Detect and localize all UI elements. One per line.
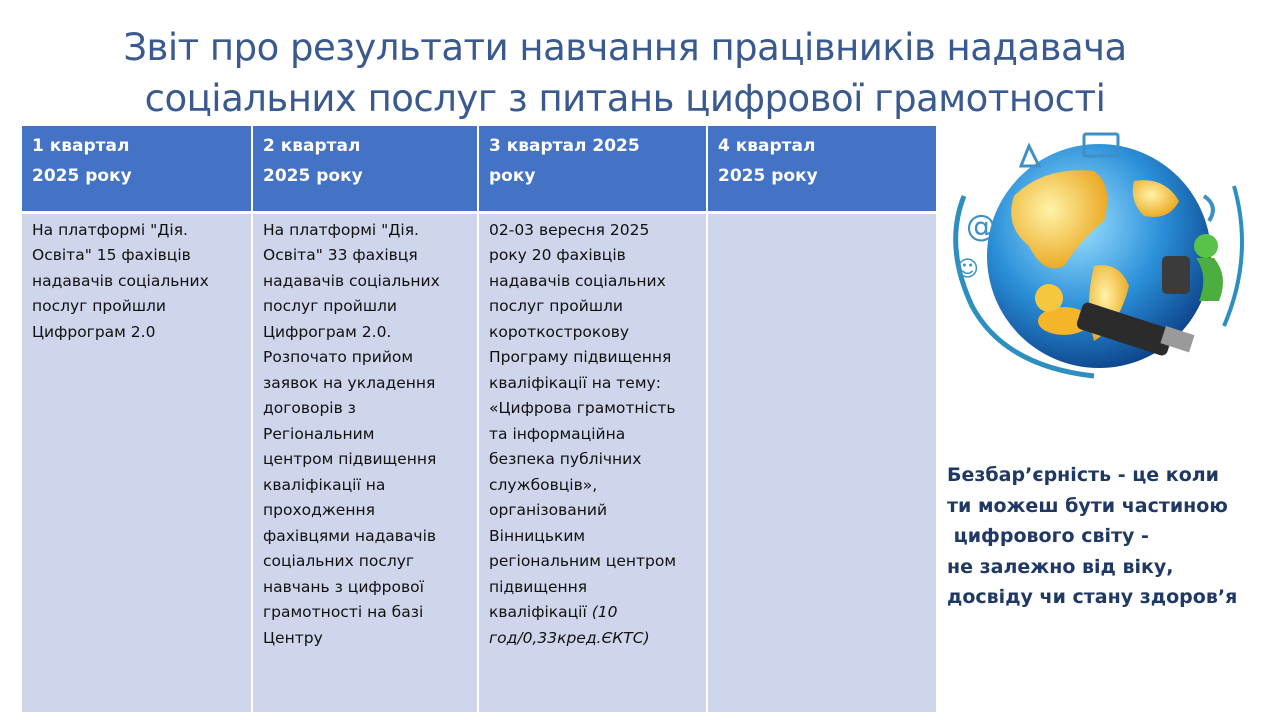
cell-q3-credits: (10 год/0,33кред.ЄКТС) [489, 603, 650, 647]
cell-q4 [707, 212, 936, 712]
svg-text:@: @ [966, 209, 996, 244]
header-q4: 4 квартал 2025 року [707, 126, 936, 212]
slide-title-line-1: Звіт про результати навчання працівників надавача [123, 26, 1127, 69]
header-q2: 2 квартал 2025 року [252, 126, 478, 212]
slide-title [0, 22, 1250, 124]
table-row [22, 212, 936, 712]
table-header-row [22, 126, 936, 212]
cell-q3: 02-03 вересня 2025 року 20 фахівців надавачів соціальних послуг пройшли короткострокову Програму підвищення кваліфікації на тему: «Цифрова грамотність та інформаційна безпека публічних службовців», організований Вінницьким регіональним центром підвищення кваліфікації (10 год/0,33кред.ЄКТС) [478, 212, 707, 712]
cell-q2: На платформі "Дія. Освіта" 33 фахівця надавачів соціальних послуг пройшли Цифрограм 2.0. Розпочато прийом заявок на укладення договорів з Регіональним центром підвищення кваліфікації на проходження фахівцями надавачів соціальних послуг навчань з цифрової грамотності на базі Центру [252, 212, 478, 712]
header-q1: 1 квартал 2025 року [22, 126, 252, 212]
quote-text: Безбар’єрність - це коли ти можеш бути частиною цифрового світу - не залежно від віку, досвіду чи стану здоров’я [947, 464, 1238, 608]
quarterly-report-table [22, 126, 936, 712]
svg-text:☺: ☺ [956, 257, 979, 282]
globe-digital-icon [944, 126, 1254, 386]
slide-title-line-2: соціальних послуг з питань цифрової грамотності [144, 77, 1106, 120]
cell-q1: На платформі "Дія. Освіта" 15 фахівців надавачів соціальних послуг пройшли Цифрограм 2.0 [22, 212, 252, 712]
header-q3: 3 квартал 2025 року [478, 126, 707, 212]
